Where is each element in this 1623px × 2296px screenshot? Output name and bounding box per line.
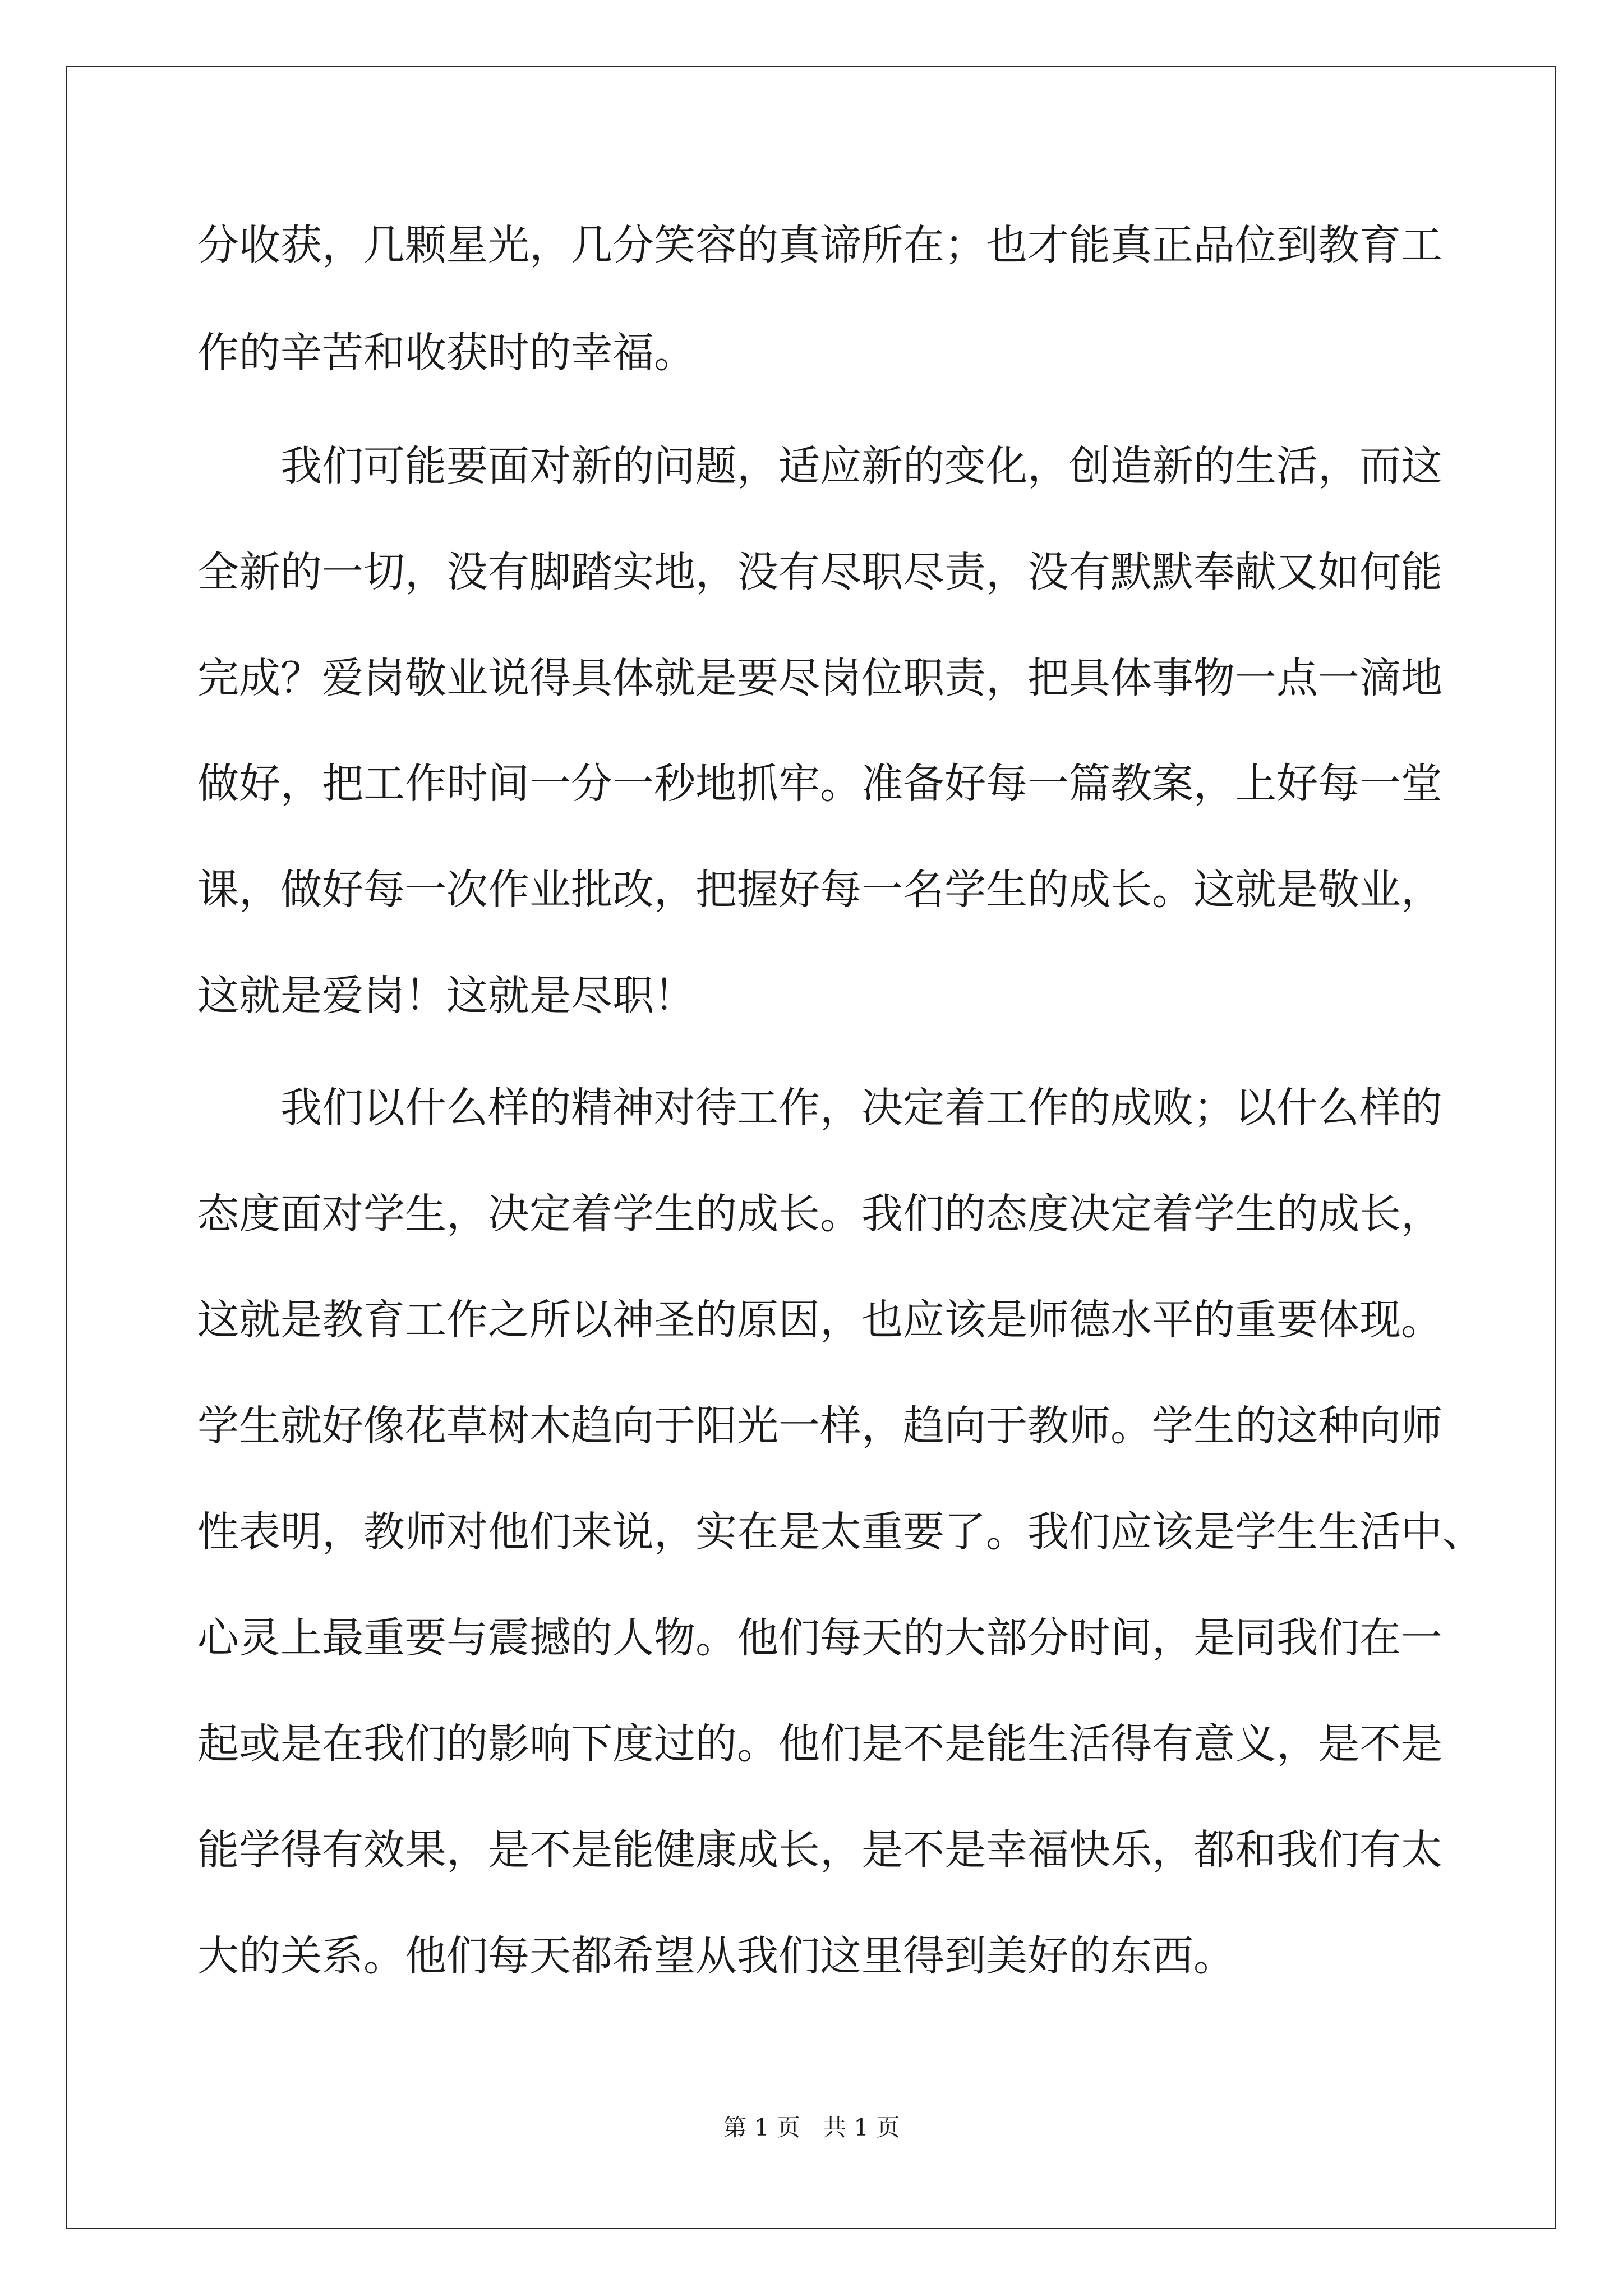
- text-line: 性表明，教师对他们来说，实在是太重要了。我们应该是学生生活中、: [197, 1508, 1484, 1556]
- text-line: 学生就好像花草树木趋向于阳光一样，趋向于教师。学生的这种向师: [197, 1402, 1442, 1450]
- text-line: 做好，把工作时间一分一秒地抓牢。准备好每一篇教案，上好每一堂: [197, 760, 1442, 808]
- text-line: 这就是爱岗！这就是尽职！: [197, 972, 695, 1020]
- text-line: 大的关系。他们每天都希望从我们这里得到美好的东西。: [197, 1932, 1235, 1980]
- text-line: 心灵上最重要与震撼的人物。他们每天的大部分时间，是同我们在一: [197, 1614, 1442, 1662]
- paragraph-start-line: 我们可能要面对新的问题，适应新的变化，创造新的生活，而这: [280, 442, 1442, 490]
- text-line: 全新的一切，没有脚踏实地，没有尽职尽责，没有默默奉献又如何能: [197, 548, 1442, 596]
- text-line: 能学得有效果，是不是能健康成长，是不是幸福快乐，都和我们有太: [197, 1826, 1442, 1874]
- text-line: 这就是教育工作之所以神圣的原因，也应该是师德水平的重要体现。: [197, 1296, 1442, 1344]
- text-line: 态度面对学生，决定着学生的成长。我们的态度决定着学生的成长，: [197, 1190, 1442, 1238]
- text-line: 课，做好每一次作业批改，把握好每一名学生的成长。这就是敬业，: [197, 866, 1442, 914]
- text-line: 起或是在我们的影响下度过的。他们是不是能生活得有意义，是不是: [197, 1720, 1442, 1768]
- text-line: 完成？爱岗敬业说得具体就是要尽岗位职责，把具体事物一点一滴地: [197, 654, 1442, 702]
- text-line: 作的辛苦和收获时的幸福。: [197, 329, 695, 377]
- text-line: 分收获，几颗星光，几分笑容的真谛所在；也才能真正品位到教育工: [197, 221, 1442, 269]
- page-footer: 第 1 页 共 1 页: [723, 2114, 900, 2141]
- page-frame: [66, 66, 1556, 2229]
- paragraph-start-line: 我们以什么样的精神对待工作，决定着工作的成败；以什么样的: [280, 1084, 1442, 1132]
